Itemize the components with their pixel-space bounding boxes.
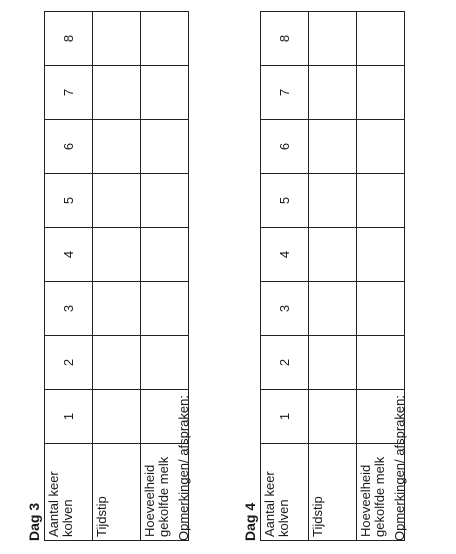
entry-cell[interactable] bbox=[357, 174, 405, 228]
day-4-form bbox=[240, 11, 410, 541]
entry-cell[interactable] bbox=[141, 120, 189, 174]
entry-cell[interactable] bbox=[357, 228, 405, 282]
entry-cell[interactable] bbox=[141, 282, 189, 336]
remarks-label: Opmerkingen/ afspraken: bbox=[392, 395, 407, 541]
entry-cell[interactable] bbox=[309, 12, 357, 66]
column-number: 3 bbox=[261, 282, 309, 336]
column-number: 7 bbox=[261, 66, 309, 120]
column-number: 4 bbox=[45, 228, 93, 282]
column-number: 1 bbox=[45, 390, 93, 444]
entry-cell[interactable] bbox=[141, 336, 189, 390]
entry-cell[interactable] bbox=[93, 228, 141, 282]
entry-cell[interactable] bbox=[309, 282, 357, 336]
table-row bbox=[45, 12, 93, 541]
row-label: Hoeveelheid gekolfde melk bbox=[357, 444, 405, 541]
column-number: 6 bbox=[45, 120, 93, 174]
entry-cell[interactable] bbox=[141, 12, 189, 66]
entry-cell[interactable] bbox=[93, 336, 141, 390]
day-title: Dag 4 bbox=[242, 502, 258, 541]
kolf-table bbox=[44, 11, 189, 541]
table-row bbox=[93, 12, 141, 541]
entry-cell[interactable] bbox=[93, 120, 141, 174]
kolf-table bbox=[260, 11, 405, 541]
column-number: 4 bbox=[261, 228, 309, 282]
entry-cell[interactable] bbox=[309, 120, 357, 174]
day-3-form bbox=[24, 11, 194, 541]
entry-cell[interactable] bbox=[357, 120, 405, 174]
entry-cell[interactable] bbox=[141, 228, 189, 282]
entry-cell[interactable] bbox=[141, 174, 189, 228]
column-number: 1 bbox=[261, 390, 309, 444]
entry-cell[interactable] bbox=[93, 282, 141, 336]
row-label: Aantal keer kolven bbox=[261, 444, 309, 541]
column-number: 8 bbox=[45, 12, 93, 66]
entry-cell[interactable] bbox=[93, 390, 141, 444]
entry-cell[interactable] bbox=[357, 12, 405, 66]
entry-cell[interactable] bbox=[309, 66, 357, 120]
row-label: Aantal keer kolven bbox=[45, 444, 93, 541]
entry-cell[interactable] bbox=[141, 66, 189, 120]
row-label: Hoeveelheid gekolfde melk bbox=[141, 444, 189, 541]
column-number: 3 bbox=[45, 282, 93, 336]
entry-cell[interactable] bbox=[309, 174, 357, 228]
remarks-label: Opmerkingen/ afspraken: bbox=[176, 395, 191, 541]
table-row bbox=[309, 12, 357, 541]
column-number: 2 bbox=[45, 336, 93, 390]
entry-cell[interactable] bbox=[93, 174, 141, 228]
entry-cell[interactable] bbox=[309, 336, 357, 390]
column-number: 8 bbox=[261, 12, 309, 66]
column-number: 7 bbox=[45, 66, 93, 120]
day-title: Dag 3 bbox=[26, 502, 42, 541]
entry-cell[interactable] bbox=[309, 228, 357, 282]
row-label: Tijdstip bbox=[93, 444, 141, 541]
entry-cell[interactable] bbox=[357, 336, 405, 390]
column-number: 5 bbox=[261, 174, 309, 228]
entry-cell[interactable] bbox=[309, 390, 357, 444]
entry-cell[interactable] bbox=[357, 66, 405, 120]
column-number: 2 bbox=[261, 336, 309, 390]
table-row bbox=[261, 12, 309, 541]
entry-cell[interactable] bbox=[93, 66, 141, 120]
entry-cell[interactable] bbox=[93, 12, 141, 66]
column-number: 6 bbox=[261, 120, 309, 174]
row-label: Tijdstip bbox=[309, 444, 357, 541]
column-number: 5 bbox=[45, 174, 93, 228]
entry-cell[interactable] bbox=[357, 282, 405, 336]
